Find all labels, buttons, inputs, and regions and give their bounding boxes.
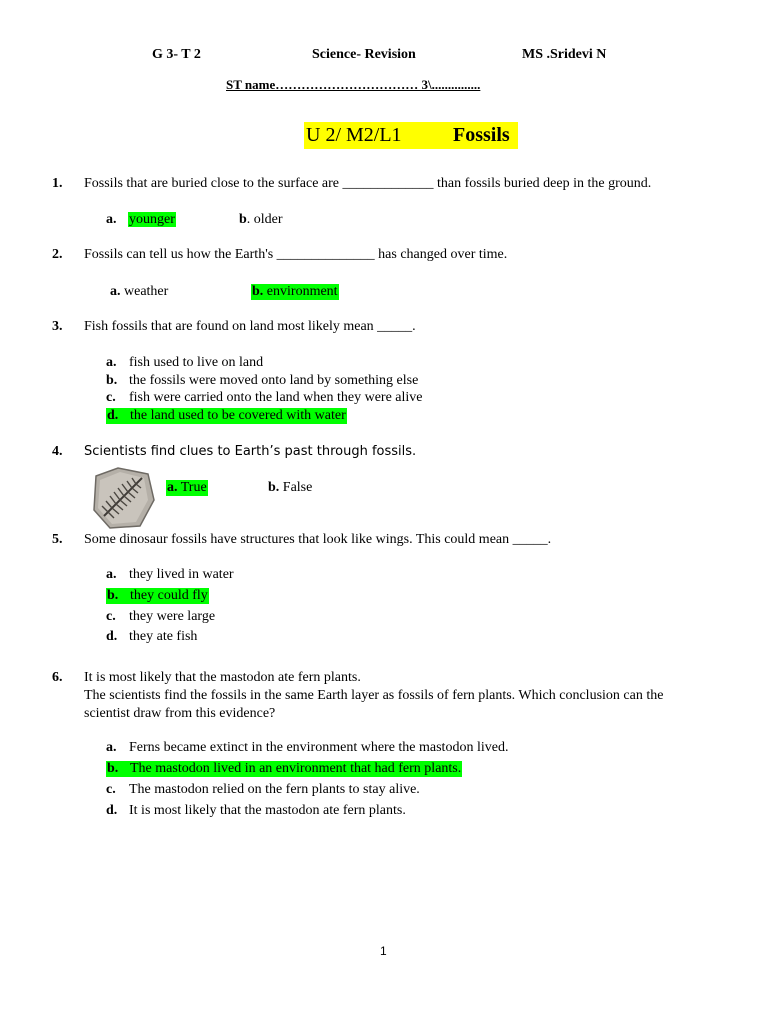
option-letter: b.	[107, 588, 119, 603]
option-text: True	[177, 480, 207, 495]
option-text: they lived in water	[129, 567, 234, 582]
question-number: 4.	[52, 444, 63, 459]
option-c	[106, 609, 215, 625]
option-b-answer	[251, 284, 339, 300]
question-number: 5.	[52, 532, 63, 547]
question-number: 6.	[52, 670, 63, 685]
student-name-line: ST name…………………………… 3\...............	[226, 77, 481, 92]
question-text-line2: The scientists find the fossils in the same Earth layer as fossils of fern plants. Which conclusion can the	[84, 688, 664, 703]
question-number: 3.	[52, 319, 63, 334]
option-text: fish used to live on land	[129, 355, 264, 370]
question-text: Fish fossils that are found on land most likely mean _____.	[84, 319, 416, 334]
option-letter: b.	[107, 761, 119, 776]
option-text: the land used to be covered with water	[130, 408, 346, 423]
option-text: Ferns became extinct in the environment where the mastodon lived.	[129, 740, 509, 755]
option-a	[110, 284, 168, 300]
question-text-line3: scientist draw from this evidence?	[84, 706, 276, 721]
option-letter: c.	[106, 390, 116, 405]
option-a	[106, 567, 234, 583]
option-letter: d.	[106, 629, 118, 644]
option-letter: a.	[106, 567, 117, 582]
option-letter: c.	[106, 609, 116, 624]
option-c	[106, 782, 420, 798]
option-text: The mastodon relied on the fern plants to stay alive.	[129, 782, 420, 797]
option-letter: b	[239, 212, 247, 227]
option-d-answer	[106, 408, 347, 424]
option-a	[106, 355, 263, 371]
option-text: they were large	[129, 609, 216, 624]
option-d	[106, 629, 197, 645]
option-b-answer	[106, 588, 209, 604]
question-text: Fossils that are buried close to the surface are _____________ than fossils buried deep in the ground.	[84, 176, 652, 191]
unit-title: U 2/ M2/L1	[306, 124, 402, 146]
option-letter: d.	[107, 408, 119, 423]
option-letter: a.	[167, 480, 178, 495]
fern-fossil-icon	[90, 466, 156, 530]
option-text: they ate fish	[129, 629, 198, 644]
option-text: . older	[246, 212, 283, 227]
option-text: weather	[120, 284, 169, 299]
page-number: 1	[380, 944, 387, 958]
option-b	[239, 212, 283, 228]
option-text: environment	[263, 284, 338, 299]
option-text: fish were carried onto the land when they were alive	[129, 390, 423, 405]
option-letter: a.	[106, 355, 117, 370]
option-d	[106, 803, 406, 819]
question-text: Fossils can tell us how the Earth's ______________ has changed over time.	[84, 247, 508, 262]
option-text: False	[279, 480, 313, 495]
option-text: the fossils were moved onto land by something else	[129, 373, 419, 388]
question-text: Scientists find clues to Earth’s past through fossils.	[84, 444, 417, 459]
option-letter: b.	[268, 480, 280, 495]
topic-title: Fossils	[453, 124, 510, 146]
option-text-answer: younger	[129, 212, 175, 227]
option-letter: a.	[106, 740, 117, 755]
option-text: they could fly	[130, 588, 208, 603]
option-text: The mastodon lived in an environment that had fern plants.	[130, 761, 462, 776]
option-a-answer	[166, 480, 208, 496]
option-letter: a.	[106, 212, 117, 227]
subject-label: Science- Revision	[312, 47, 416, 62]
question-number: 2.	[52, 247, 63, 262]
option-b	[268, 480, 312, 496]
option-letter: c.	[106, 782, 116, 797]
question-text-line1: It is most likely that the mastodon ate fern plants.	[84, 670, 361, 685]
option-letter: d.	[106, 803, 118, 818]
option-b	[106, 373, 418, 389]
option-letter: b.	[106, 373, 118, 388]
option-letter: a.	[110, 284, 121, 299]
option-text: It is most likely that the mastodon ate fern plants.	[129, 803, 406, 818]
grade-label: G 3- T 2	[152, 47, 201, 62]
teacher-label: MS .Sridevi N	[522, 47, 607, 62]
option-letter: b.	[252, 284, 264, 299]
option-b-answer	[106, 761, 462, 777]
option-c	[106, 390, 423, 406]
option-a	[106, 212, 176, 228]
option-a	[106, 740, 508, 756]
question-text: Some dinosaur fossils have structures that look like wings. This could mean _____.	[84, 532, 552, 547]
question-number: 1.	[52, 176, 63, 191]
